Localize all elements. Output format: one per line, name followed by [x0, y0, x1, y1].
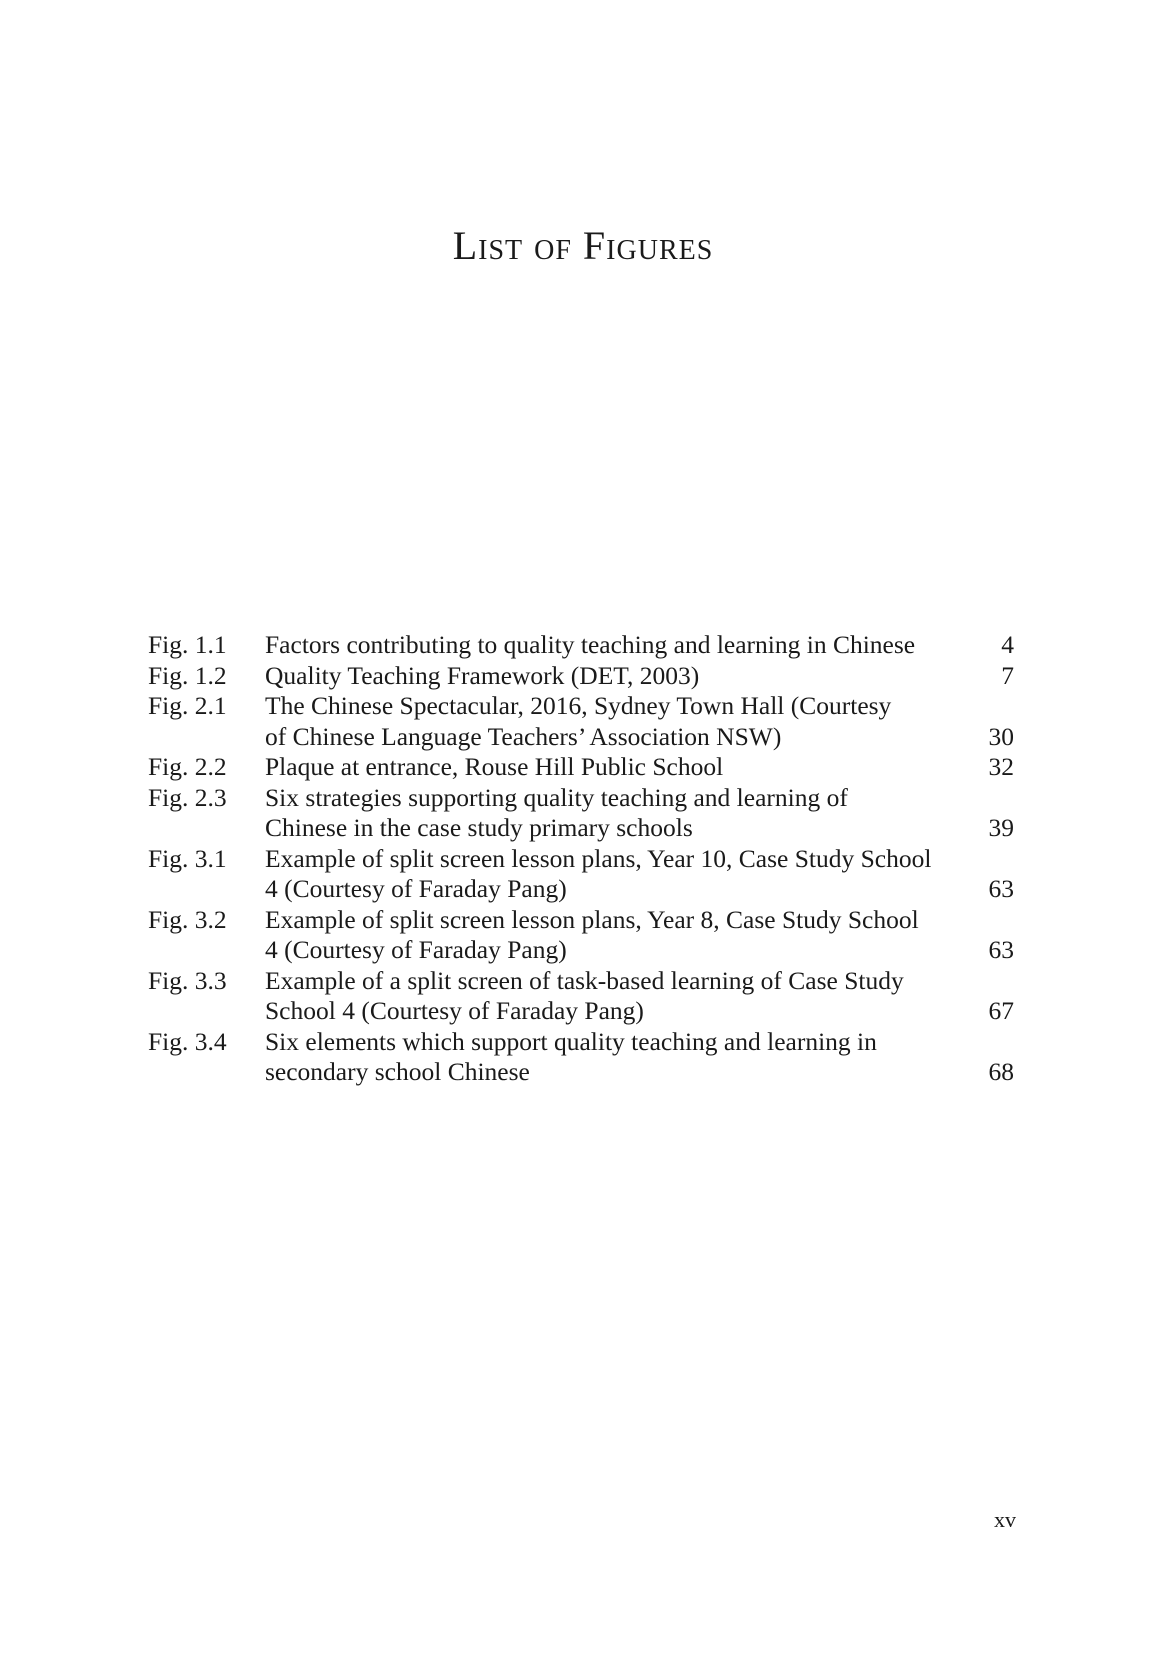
figure-caption-line: Example of split screen lesson plans, Year 8, Case Study School [265, 904, 919, 934]
figure-caption [265, 966, 952, 1027]
figure-entry[interactable] [148, 752, 1014, 783]
figure-entry[interactable] [148, 966, 1014, 1027]
figure-caption-line: Example of a split screen of task-based learning of Case Study [265, 965, 904, 995]
figure-entry[interactable] [148, 844, 1014, 905]
figure-entry[interactable] [148, 691, 1014, 752]
figure-caption-line: Six elements which support quality teaching and learning in [265, 1026, 877, 1056]
figure-caption [265, 783, 952, 844]
figure-caption [265, 691, 952, 752]
figure-label: Fig. 1.1 [148, 630, 227, 659]
figure-entry[interactable] [148, 783, 1014, 844]
figure-caption [265, 905, 952, 966]
figure-caption-line: Example of split screen lesson plans, Year 10, Case Study School [265, 843, 932, 873]
figure-entry[interactable] [148, 630, 1014, 661]
figure-page-number: 63 [988, 935, 1014, 964]
figure-page-number: 39 [988, 813, 1014, 842]
figure-page-number: 30 [988, 721, 1014, 751]
figure-entry[interactable] [148, 1027, 1014, 1088]
figure-label: Fig. 2.3 [148, 782, 227, 812]
figure-page-number: 32 [988, 752, 1014, 781]
figure-entry[interactable] [148, 905, 1014, 966]
figure-page-number: 63 [988, 874, 1014, 903]
figure-page-number: 67 [988, 996, 1014, 1025]
figure-caption-line: secondary school Chinese [265, 1057, 530, 1086]
figure-list [148, 630, 1014, 1088]
figure-label: Fig. 1.2 [148, 660, 227, 690]
figure-page-number: 68 [988, 1057, 1014, 1086]
page-number: xv [994, 1507, 1016, 1532]
figure-caption-line: Plaque at entrance, Rouse Hill Public School [265, 752, 724, 781]
figure-caption-line: School 4 (Courtesy of Faraday Pang) [265, 996, 644, 1025]
figure-caption-line: 4 (Courtesy of Faraday Pang) [265, 874, 567, 903]
figure-caption [265, 661, 952, 692]
figure-caption-line: Quality Teaching Framework (DET, 2003) [265, 660, 700, 690]
figure-label: Fig. 3.2 [148, 904, 227, 934]
page-title: List of Figures [452, 223, 714, 268]
figure-label: Fig. 3.4 [148, 1026, 227, 1056]
figure-page-number: 7 [1001, 660, 1014, 690]
figure-caption [265, 752, 952, 783]
figure-label: Fig. 3.3 [148, 965, 227, 995]
figure-caption-line: 4 (Courtesy of Faraday Pang) [265, 935, 567, 964]
figure-caption-line: Chinese in the case study primary schools [265, 813, 693, 842]
figure-caption-line: Six strategies supporting quality teaching and learning of [265, 782, 848, 812]
figure-page-number: 4 [1001, 630, 1014, 659]
figure-caption [265, 1027, 952, 1088]
figure-entry[interactable] [148, 661, 1014, 692]
figure-caption-line: of Chinese Language Teachers’ Association NSW) [265, 721, 782, 751]
figure-label: Fig. 3.1 [148, 843, 227, 873]
figure-label: Fig. 2.1 [148, 691, 227, 720]
figure-label: Fig. 2.2 [148, 752, 227, 781]
figure-caption-line: The Chinese Spectacular, 2016, Sydney Town Hall (Courtesy [265, 691, 892, 720]
figure-caption [265, 630, 952, 661]
figure-caption [265, 844, 952, 905]
figure-caption-line: Factors contributing to quality teaching and learning in Chinese [265, 630, 916, 659]
